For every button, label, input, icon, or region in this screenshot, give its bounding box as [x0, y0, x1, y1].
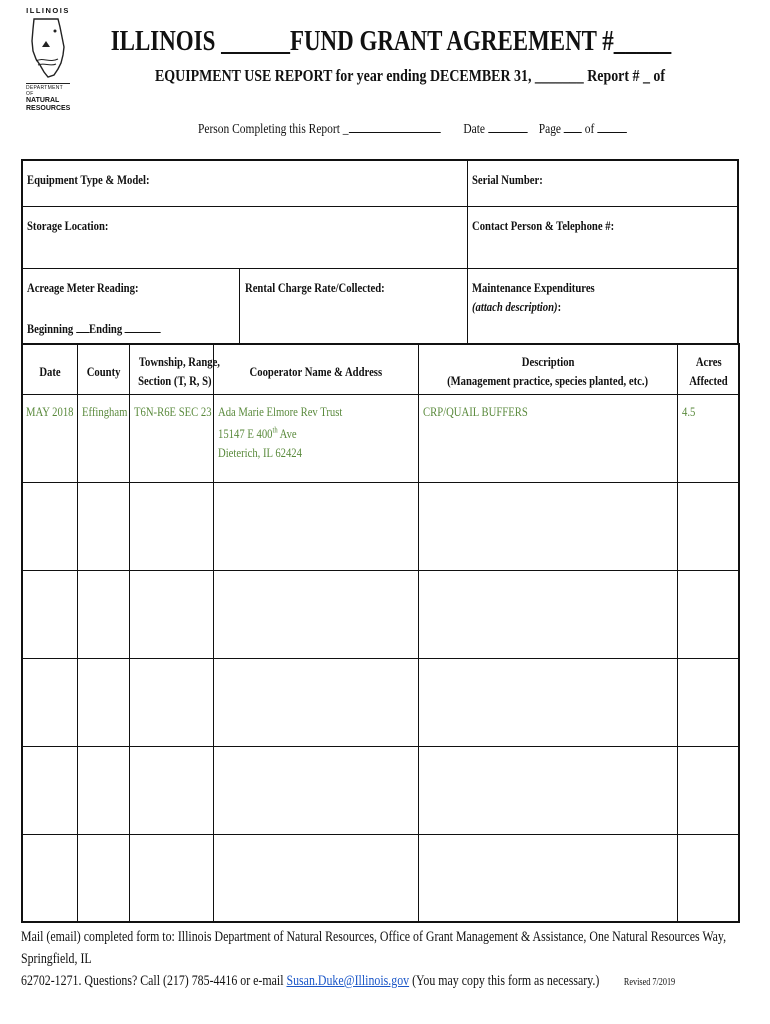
- row1-coop-city: Dieterich, IL 62424: [218, 445, 302, 461]
- acreage-meter-label: Acreage Meter Reading:: [27, 280, 139, 295]
- beginning-field[interactable]: [76, 318, 89, 333]
- ending-label: Ending: [88, 321, 123, 336]
- logo-resources: RESOURCES: [26, 105, 71, 112]
- rental-charge-label: Rental Charge Rate/Collected:: [245, 280, 385, 295]
- row1-county[interactable]: Effingham: [82, 404, 128, 419]
- header-date: Date: [39, 364, 61, 379]
- date-field[interactable]: [488, 118, 527, 133]
- ending-field[interactable]: [125, 318, 161, 333]
- of-label: of: [584, 122, 595, 137]
- logo-dept: DEPARTMENT OF: [26, 83, 70, 97]
- header-county: County: [86, 364, 121, 379]
- form-subtitle: EQUIPMENT USE REPORT for year ending DECEMBER 31, _______ Report # _ of: [155, 66, 666, 85]
- header-cooperator: Cooperator Name & Address: [249, 364, 383, 379]
- footer-line1: Mail (email) completed form to: Illinois Department of Natural Resources, Office of Grant Management & Assistance, One Natural Resources Way, Springfield, IL: [21, 929, 727, 967]
- illinois-map-icon: [28, 17, 68, 79]
- email-link[interactable]: Susan.Duke@Illinois.gov: [286, 973, 410, 989]
- header-description: Description (Management practice, species planted, etc.): [447, 354, 649, 388]
- serial-number-label: Serial Number:: [472, 172, 543, 187]
- beginning-label: Beginning: [27, 321, 74, 336]
- beginning-ending-line: [27, 318, 161, 337]
- of-field[interactable]: [597, 118, 627, 133]
- logo-state: ILLINOIS: [26, 6, 70, 15]
- page-label: Page: [538, 122, 562, 137]
- row1-acres[interactable]: 4.5: [682, 404, 696, 419]
- contact-person-label: Contact Person & Telephone #:: [472, 218, 615, 233]
- person-field[interactable]: [349, 118, 441, 133]
- storage-location-label: Storage Location:: [27, 218, 109, 233]
- header-acres: Acres Affected: [689, 354, 728, 388]
- idnr-logo: [26, 6, 70, 134]
- row1-coop-name: Ada Marie Elmore Rev Trust: [218, 404, 343, 419]
- attach-description-label: (attach description):: [472, 299, 562, 314]
- row1-description[interactable]: CRP/QUAIL BUFFERS: [423, 404, 528, 419]
- row1-coop-street: 15147 E 400th Ave: [218, 426, 297, 442]
- row1-cooperator[interactable]: [218, 402, 342, 462]
- header-township: Township, Range, Section (T, R, S): [138, 354, 220, 388]
- logo-natural: NATURAL: [26, 97, 60, 104]
- footer-note: [21, 926, 743, 994]
- row1-date[interactable]: MAY 2018: [26, 404, 74, 419]
- person-line: [198, 118, 627, 138]
- footer-line2: 62702-1271. Questions? Call (217) 785-4416 or e-mail Susan.Duke@Illinois.gov (You may copy this form as necessary.) Revised 7/2019: [21, 973, 676, 989]
- equipment-type-label: Equipment Type & Model:: [27, 172, 150, 187]
- row1-township[interactable]: T6N-R6E SEC 23: [134, 404, 212, 419]
- maintenance-label: Maintenance Expenditures: [472, 280, 595, 295]
- form-title: ILLINOIS ______FUND GRANT AGREEMENT #_____: [110, 26, 672, 57]
- page-field[interactable]: [564, 118, 582, 133]
- person-label: Person Completing this Report _: [198, 122, 349, 137]
- revised-date: Revised 7/2019: [623, 977, 676, 988]
- date-label: Date: [463, 122, 485, 137]
